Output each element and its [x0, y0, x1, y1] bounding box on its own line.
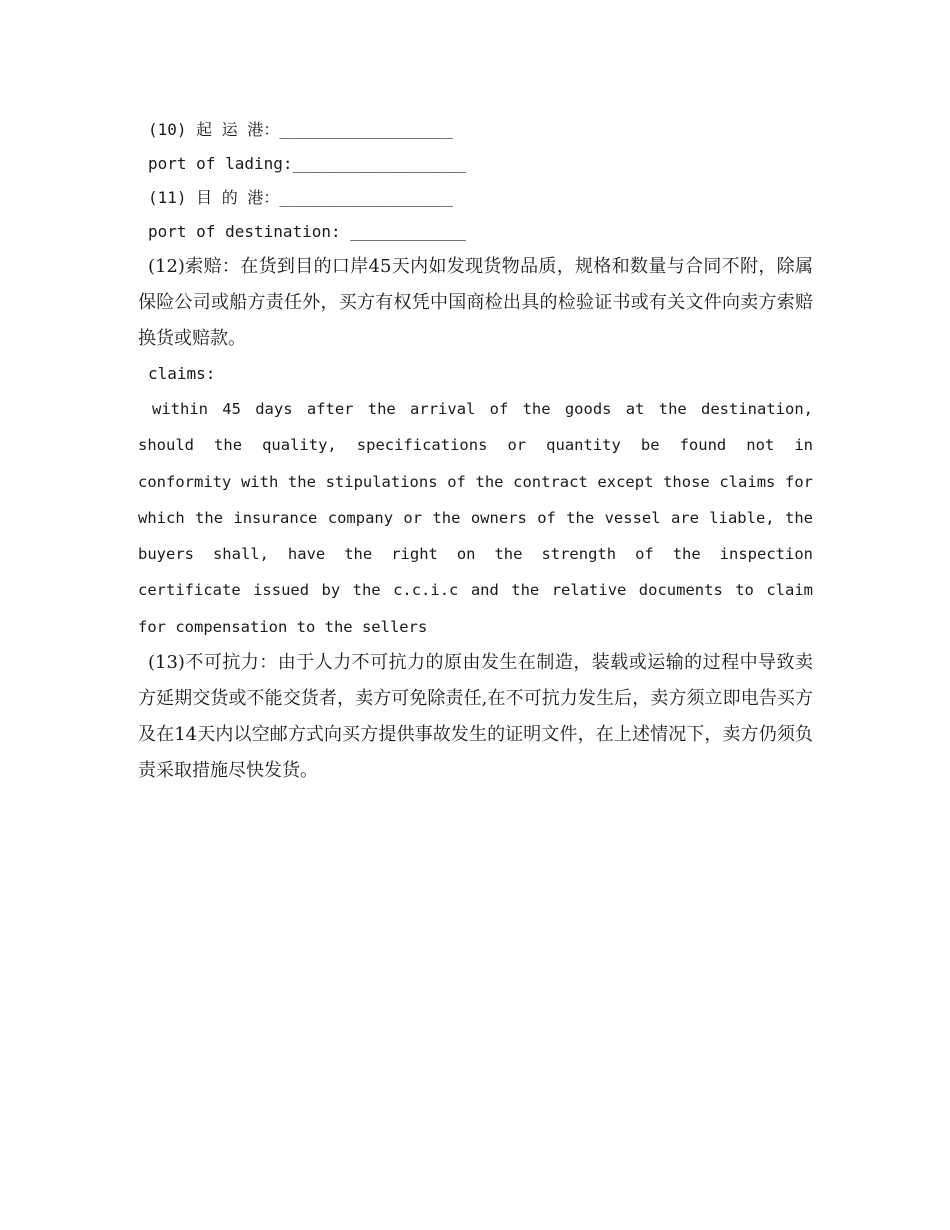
document-body	[138, 113, 813, 789]
port-of-destination-cn-label: (11) 目 的 港：__________________	[148, 188, 453, 207]
port-of-lading-en-label: port of lading:__________________	[148, 154, 466, 173]
claims-clause-en	[138, 391, 813, 645]
claims-clause-cn: (12)索赔：在货到目的口岸45天内如发现货物品质，规格和数量与合同不附，除属保险公司或船方责任外，买方有权凭中国商检出具的检验证书或有关文件向卖方索赔换货或赔款。	[138, 256, 813, 349]
port-of-destination-en-label: port of destination: ____________	[148, 222, 466, 241]
claims-clause-en-text: within 45 days after the arrival of the goods at the destination, should the quality, specifications or quantity be found not in conformity with the stipulations of the contract except those claims for which the insurance company or the owners of the vessel are liable, the buyers shall, have the right on the strength of the inspection certificate issued by the c.c.i.c and the relative documents to claim for compensation to the sellers	[138, 400, 813, 636]
claims-heading-en: claims:	[148, 364, 216, 383]
port-of-lading-cn-label: (10) 起 运 港：__________________	[148, 120, 453, 139]
force-majeure-clause-cn: (13)不可抗力：由于人力不可抗力的原由发生在制造，装载或运输的过程中导致卖方延期交货或不能交货者，卖方可免除责任,在不可抗力发生后，卖方须立即电告买方及在14天内以空邮方式向买方提供事故发生的证明文件，在上述情况下，卖方仍须负责采取措施尽快发货。	[138, 652, 813, 782]
